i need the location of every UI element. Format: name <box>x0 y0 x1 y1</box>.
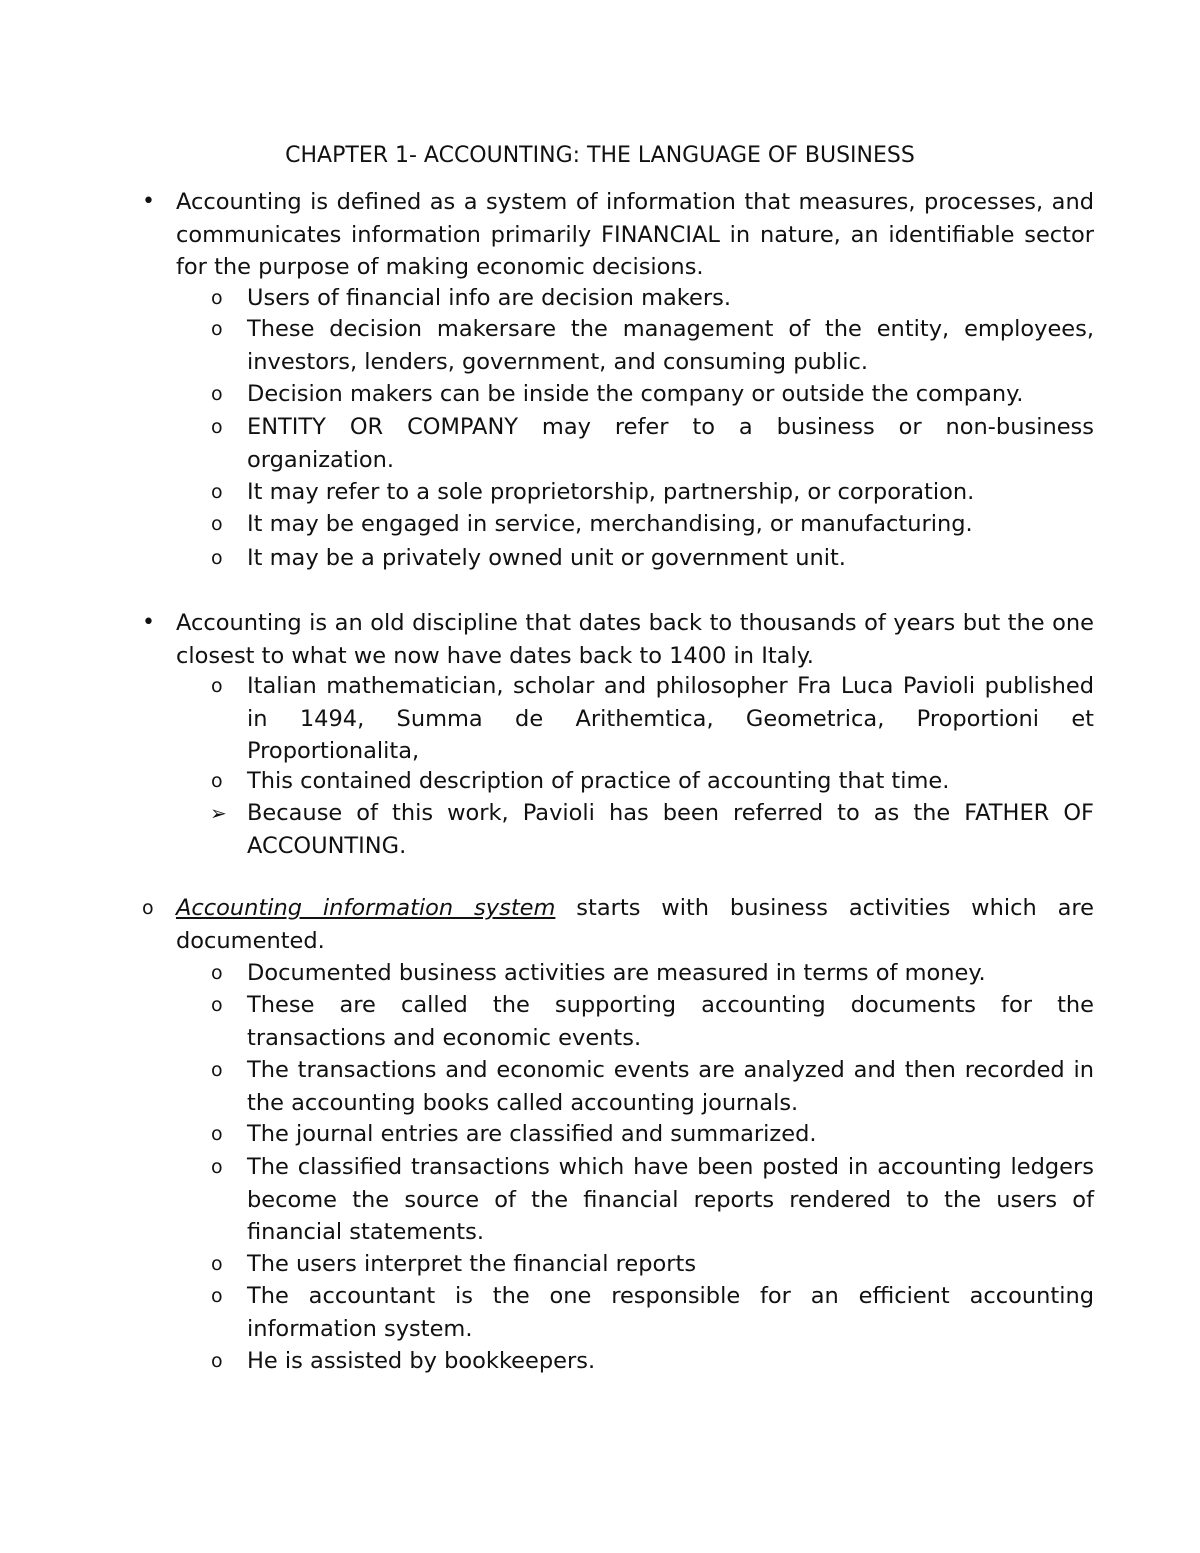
circle-marker: o <box>211 287 223 309</box>
list-item <box>211 1054 1094 1119</box>
circle-marker: o <box>211 962 223 984</box>
bullet-marker: • <box>142 610 155 635</box>
list-item <box>211 378 1094 411</box>
list-item <box>210 797 1094 862</box>
list-item <box>211 1248 1094 1281</box>
circle-marker: o <box>211 547 223 569</box>
list-item-text: These are called the supporting accounting documents for the transactions and economic events. <box>247 992 1094 1051</box>
list-item-text: This contained description of practice of accounting that time. <box>247 768 950 794</box>
list-item <box>211 313 1094 378</box>
paragraph-text: Accounting is an old discipline that dates back to thousands of years but the one closest to what we now have dates back to 1400 in Italy. <box>176 610 1094 669</box>
list-item <box>211 1345 1094 1378</box>
circle-marker: o <box>211 1059 223 1081</box>
list-item-text: Users of financial info are decision makers. <box>247 285 731 311</box>
list-item <box>211 411 1094 476</box>
list-item-text: The accountant is the one responsible for an efficient accounting information system. <box>247 1283 1094 1342</box>
list-item <box>211 989 1094 1054</box>
section1-main <box>142 186 1094 284</box>
list-item-text: Decision makers can be inside the company or outside the company. <box>247 381 1024 407</box>
list-item-text: Documented business activities are measured in terms of money. <box>247 960 986 986</box>
circle-marker: o <box>211 383 223 405</box>
circle-marker: o <box>211 1350 223 1372</box>
list-item-text: It may refer to a sole proprietorship, partnership, or corporation. <box>247 479 975 505</box>
list-item-text: He is assisted by bookkeepers. <box>247 1348 596 1374</box>
paragraph-text <box>176 892 1094 957</box>
list-item <box>211 1280 1094 1345</box>
list-item-text: The transactions and economic events are analyzed and then recorded in the accounting books called accounting journals. <box>247 1057 1094 1116</box>
circle-marker: o <box>211 513 223 535</box>
list-item <box>211 476 1094 509</box>
paragraph-text-rest: starts with business activities which are documented. <box>176 895 1094 954</box>
circle-marker: o <box>211 1123 223 1145</box>
list-item <box>211 1151 1094 1249</box>
circle-marker: o <box>211 318 223 340</box>
arrow-marker-icon: ➢ <box>210 801 227 825</box>
section2-main <box>142 607 1094 672</box>
list-item-text: It may be a privately owned unit or government unit. <box>247 545 846 571</box>
section3-main <box>142 892 1094 957</box>
circle-marker: o <box>211 416 223 438</box>
list-item <box>211 282 1094 315</box>
circle-marker: o <box>211 1253 223 1275</box>
list-item-text: The users interpret the financial reports <box>247 1251 697 1277</box>
underlined-term: Accounting information system <box>176 895 556 921</box>
circle-marker: o <box>142 897 154 919</box>
list-item <box>211 542 1094 575</box>
list-item-text: Because of this work, Pavioli has been referred to as the FATHER OF ACCOUNTING. <box>247 800 1094 859</box>
list-item <box>211 765 1094 798</box>
circle-marker: o <box>211 770 223 792</box>
list-item-text: Italian mathematician, scholar and philosopher Fra Luca Pavioli published in 1494, Summa de Arithemtica, Geometrica, Proportioni et Proportionalita, <box>247 673 1094 764</box>
list-item <box>211 508 1094 541</box>
list-item-text: These decision makersare the management of the entity, employees, investors, lenders, government, and consuming public. <box>247 316 1094 375</box>
chapter-title: CHAPTER 1- ACCOUNTING: THE LANGUAGE OF BUSINESS <box>285 143 915 168</box>
paragraph-text: Accounting is defined as a system of information that measures, processes, and communicates information primarily FINANCIAL in nature, an identifiable sector for the purpose of making economic decisions. <box>176 189 1094 280</box>
list-item <box>211 670 1094 768</box>
list-item <box>211 1118 1094 1151</box>
bullet-marker: • <box>142 189 155 214</box>
list-item-text: It may be engaged in service, merchandising, or manufacturing. <box>247 511 973 537</box>
list-item-text: The journal entries are classified and summarized. <box>247 1121 817 1147</box>
circle-marker: o <box>211 481 223 503</box>
circle-marker: o <box>211 1285 223 1307</box>
circle-marker: o <box>211 1156 223 1178</box>
list-item-text: The classified transactions which have been posted in accounting ledgers become the source of the financial reports rendered to the users of financial statements. <box>247 1154 1094 1245</box>
list-item <box>211 957 1094 990</box>
circle-marker: o <box>211 994 223 1016</box>
list-item-text: ENTITY OR COMPANY may refer to a business or non-business organization. <box>247 414 1094 473</box>
circle-marker: o <box>211 675 223 697</box>
